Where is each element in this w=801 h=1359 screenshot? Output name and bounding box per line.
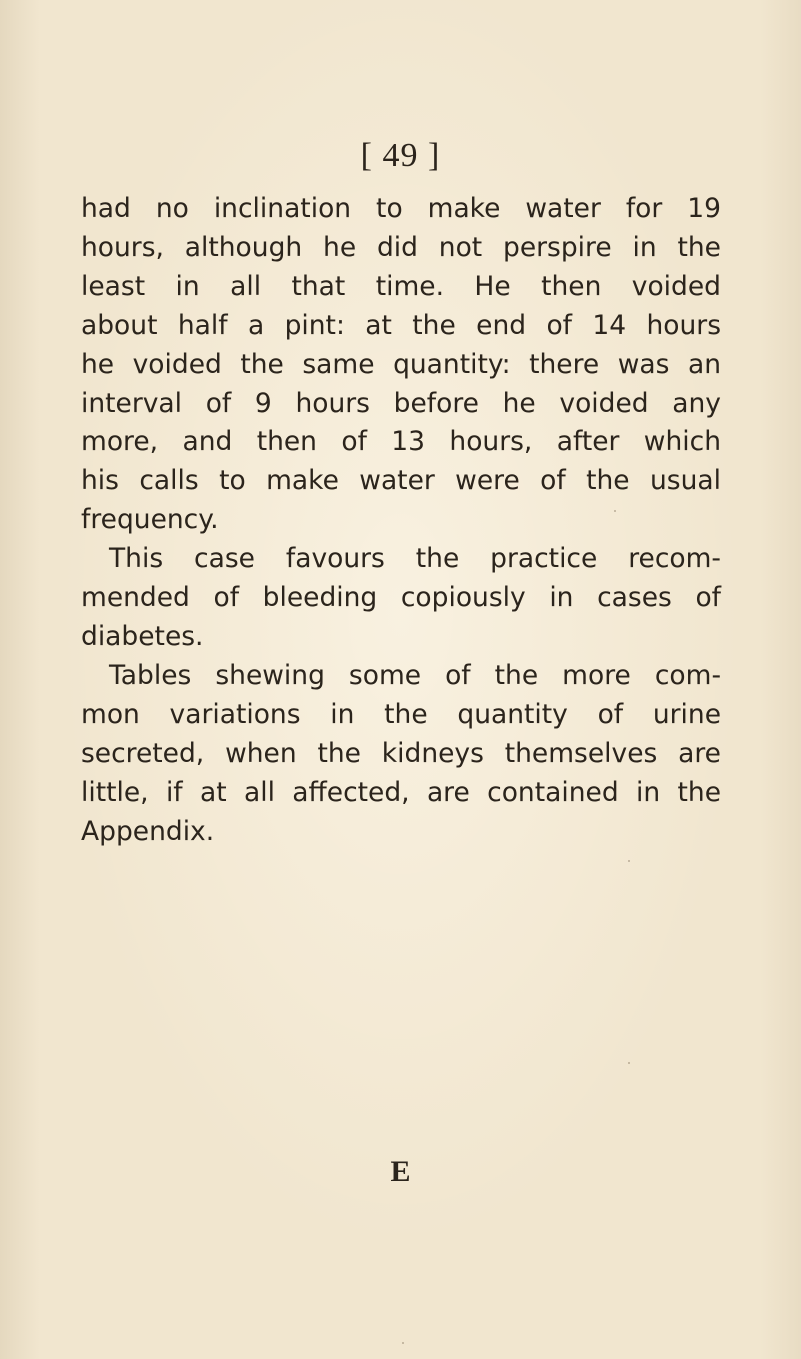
- signature-mark: E: [390, 1155, 411, 1188]
- paper-speck: [628, 1062, 630, 1064]
- text-line: This case favours the practice recom-: [109, 543, 721, 575]
- paper-speck: [614, 510, 616, 512]
- text-line: diabetes.: [81, 620, 204, 652]
- text-line: about half a pint: at the end of 14 hours: [81, 309, 721, 341]
- text-line: mended of bleeding copiously in cases of: [81, 582, 721, 614]
- text-line: he voided the same quantity: there was an: [81, 348, 721, 380]
- text-line: more, and then of 13 hours, after which: [81, 426, 721, 458]
- text-line: little, if at all affected, are contained in the: [81, 776, 721, 808]
- paper-speck: [628, 860, 630, 862]
- text-line: mon variations in the quantity of urine: [81, 698, 721, 730]
- text-line: least in all that time. He then voided: [81, 270, 721, 302]
- text-line: Appendix.: [81, 815, 215, 847]
- paper-speck: [622, 368, 624, 370]
- paper-speck: [402, 1342, 404, 1344]
- text-line: his calls to make water were of the usual: [81, 465, 721, 497]
- text-line: frequency.: [81, 504, 219, 536]
- text-line: secreted, when the kidneys themselves are: [81, 737, 721, 769]
- page-number-header: [ 49 ]: [360, 137, 441, 174]
- text-line: interval of 9 hours before he voided any: [81, 387, 721, 419]
- body-text: [81, 190, 721, 851]
- text-line: Tables shewing some of the more com-: [109, 659, 721, 691]
- text-line: had no inclination to make water for 19: [81, 193, 721, 224]
- text-line: hours, although he did not perspire in the: [81, 231, 721, 263]
